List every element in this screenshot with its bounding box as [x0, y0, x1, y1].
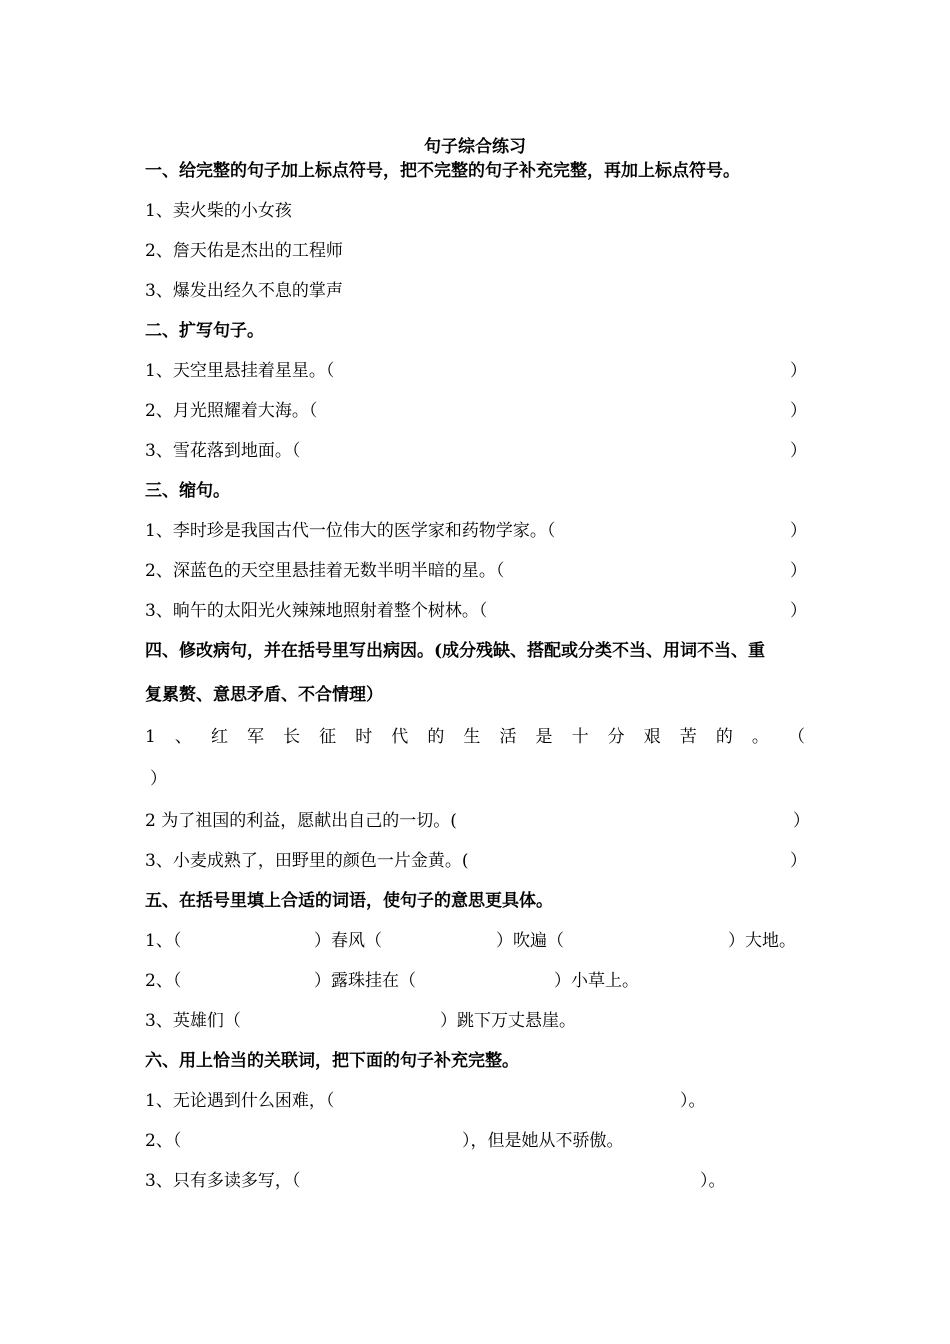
- s1-item-2: 2、詹天佑是杰出的工程师: [145, 241, 343, 261]
- s4-item-1-char: 的: [427, 727, 445, 747]
- s3-item-3: 3、晌午的太阳光火辣辣地照射着整个树林。（: [145, 601, 488, 621]
- section-5-heading: 五、在括号里填上合适的词语，使句子的意思更具体。: [145, 891, 553, 911]
- s5-item-1-part-1: 1、（: [145, 931, 182, 951]
- s2-item-2: 2、月光照耀着大海。（: [145, 401, 318, 421]
- s4-item-1-char: 生: [463, 727, 481, 747]
- s3-item-2-close: ）: [790, 561, 807, 581]
- s3-item-1-close: ）: [790, 521, 807, 541]
- s4-item-1-char: 1: [145, 727, 156, 747]
- section-2-heading: 二、扩写句子。: [145, 321, 264, 341]
- s6-item-1-part-1: 1、无论遇到什么困难，（: [145, 1091, 335, 1111]
- s4-item-1-char: 的: [715, 727, 733, 747]
- s5-item-2-part-1: 2、（: [145, 971, 182, 991]
- s2-item-2-close: ）: [790, 401, 807, 421]
- s4-item-1-char: 分: [607, 727, 625, 747]
- s4-item-2: 2 为了祖国的利益，愿献出自己的一切。(: [145, 811, 457, 831]
- s3-item-2: 2、深蓝色的天空里悬挂着无数半明半暗的星。（: [145, 561, 505, 581]
- s5-item-3-part-2: ）跳下万丈悬崖。: [440, 1011, 576, 1031]
- s6-item-3-part-2: ）。: [700, 1171, 726, 1191]
- s4-item-1-char: 代: [391, 727, 409, 747]
- section-3-heading: 三、缩句。: [145, 481, 230, 501]
- page-title: 句子综合练习: [424, 137, 526, 157]
- s4-item-1-char: 时: [355, 727, 373, 747]
- s4-item-2-close: ）: [793, 811, 810, 831]
- s1-item-1: 1、卖火柴的小女孩: [145, 201, 292, 221]
- s5-item-2-part-2: ）露珠挂在（: [314, 971, 416, 991]
- s4-item-1-char: 红: [210, 727, 228, 747]
- s4-item-1-char: 苦: [679, 727, 697, 747]
- s2-item-1-close: ）: [790, 361, 807, 381]
- section-6-heading: 六、用上恰当的关联词，把下面的句子补充完整。: [145, 1051, 519, 1071]
- s1-item-3: 3、爆发出经久不息的掌声: [145, 281, 343, 301]
- s6-item-3-part-1: 3、只有多读多写，（: [145, 1171, 301, 1191]
- section-4-heading-line-1: 四、修改病句，并在括号里写出病因。(成分残缺、搭配或分类不当、用词不当、重: [145, 641, 766, 661]
- s4-item-3-close: ）: [790, 851, 807, 871]
- s2-item-3: 3、雪花落到地面。（: [145, 441, 301, 461]
- s2-item-1: 1、天空里悬挂着星星。（: [145, 361, 335, 381]
- s6-item-2-part-2: ），但是她从不骄傲。: [462, 1131, 624, 1151]
- s4-item-1-char: 征: [319, 727, 337, 747]
- s4-item-1: [145, 726, 805, 748]
- s4-item-3: 3、小麦成熟了，田野里的颜色一片金黄。(: [145, 851, 469, 871]
- s3-item-1: 1、李时珍是我国古代一位伟大的医学家和药物学家。（: [145, 521, 556, 541]
- s6-item-1-part-2: ）。: [680, 1091, 706, 1111]
- s5-item-1-part-4: ）大地。: [728, 931, 796, 951]
- s4-item-1-char: 军: [247, 727, 265, 747]
- s4-item-1-char: 十: [571, 727, 589, 747]
- s4-item-1-char: 是: [535, 727, 553, 747]
- s6-item-2-part-1: 2、（: [145, 1131, 182, 1151]
- s4-item-1-char: 长: [283, 727, 301, 747]
- s4-item-1-char: 艰: [643, 727, 661, 747]
- section-1-heading: 一、给完整的句子加上标点符号，把不完整的句子补充完整，再加上标点符号。: [145, 161, 740, 181]
- s4-item-1-char: 。: [751, 727, 769, 747]
- s2-item-3-close: ）: [790, 441, 807, 461]
- s4-item-1-char: 活: [499, 727, 517, 747]
- s5-item-3-part-1: 3、英雄们（: [145, 1011, 241, 1031]
- s4-item-1-char: 、: [174, 727, 192, 747]
- s4-item-1-char: （: [787, 727, 805, 747]
- s5-item-2-part-3: ）小草上。: [554, 971, 639, 991]
- s4-item-1-close: ）: [150, 769, 167, 789]
- s3-item-3-close: ）: [790, 601, 807, 621]
- s5-item-1-part-3: ）吹遍（: [496, 931, 564, 951]
- s5-item-1-part-2: ）春风（: [314, 931, 382, 951]
- section-4-heading-line-2: 复累赘、意思矛盾、不合情理）: [145, 685, 383, 705]
